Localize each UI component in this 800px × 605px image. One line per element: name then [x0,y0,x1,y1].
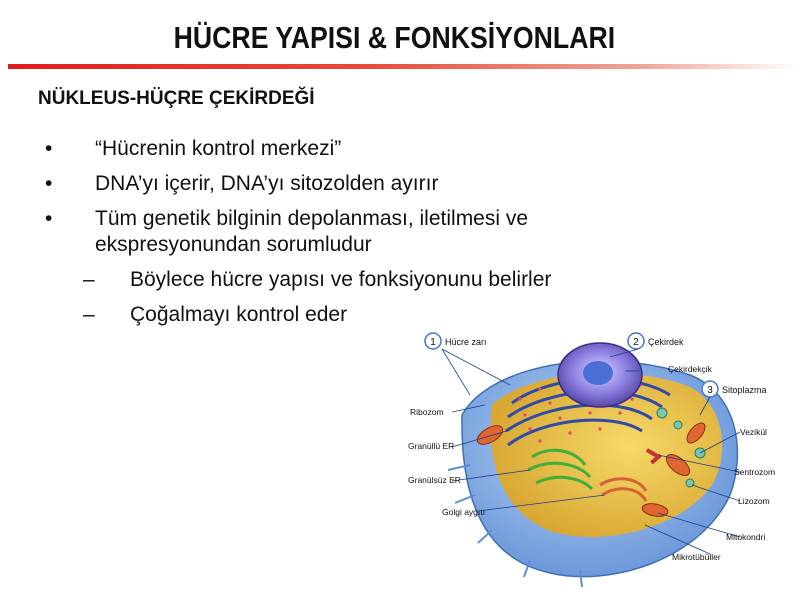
cell-illustration [400,325,800,600]
callout-2-label: Çekirdek [648,337,684,347]
bullet-list [0,136,720,337]
label-lizozom: Lizozom [738,496,770,506]
callout-2-num: 2 [633,337,639,348]
title-underline [8,64,800,69]
callout-1 [425,333,487,349]
sub-bullet-text: Böylece hücre yapısı ve fonksiyonunu belirler [130,268,552,291]
callout-3 [702,381,767,397]
slide-title: HÜCRE YAPISI & FONKSİYONLARI [173,20,616,55]
bullet-marker: • [45,207,53,230]
label-ribozom: Ribozom [410,407,444,417]
label-vezikul: Vezikül [740,427,767,437]
cell-diagram [400,325,800,600]
slide-subtitle: NÜKLEUS-HÜÇRE ÇEKİRDEĞİ [38,88,315,109]
callout-3-label: Sitoplazma [722,385,767,395]
sub-bullet-text: Çoğalmayı kontrol eder [130,303,348,326]
label-cekirdekcik: Çekirdekçik [668,364,712,374]
label-mitokondri: Mitokondri [726,532,766,542]
label-granullu-er: Granüllü ER [408,441,455,451]
label-mikrotubuller: Mikrotübüller [672,552,721,562]
bullet-text: Tüm genetik bilginin depolanması, iletilmesi ve ekspresyonundan sorumludur [95,207,529,256]
bullet-text: DNA’yı içerir, DNA’yı sitozolden ayırır [95,172,439,195]
bullet-text: “Hücrenin kontrol merkezi” [95,137,342,160]
bullet-item [0,206,675,258]
bullet-marker: • [45,172,53,195]
callout-1-label: Hücre zarı [445,337,487,347]
sub-bullet-item [0,267,720,293]
label-golgi: Golgi aygıtı [442,507,485,517]
callout-2 [628,333,684,349]
bullet-item [0,136,720,162]
label-sentrozom: Sentrozom [734,467,776,477]
dash-marker: – [83,268,95,291]
callout-3-num: 3 [707,385,713,396]
callout-1-num: 1 [430,337,436,348]
bullet-item [0,171,720,197]
nucleolus [583,361,613,385]
bullet-marker: • [45,137,53,160]
label-granulsuz-er: Granülsüz ER [408,475,461,485]
dash-marker: – [83,303,95,326]
